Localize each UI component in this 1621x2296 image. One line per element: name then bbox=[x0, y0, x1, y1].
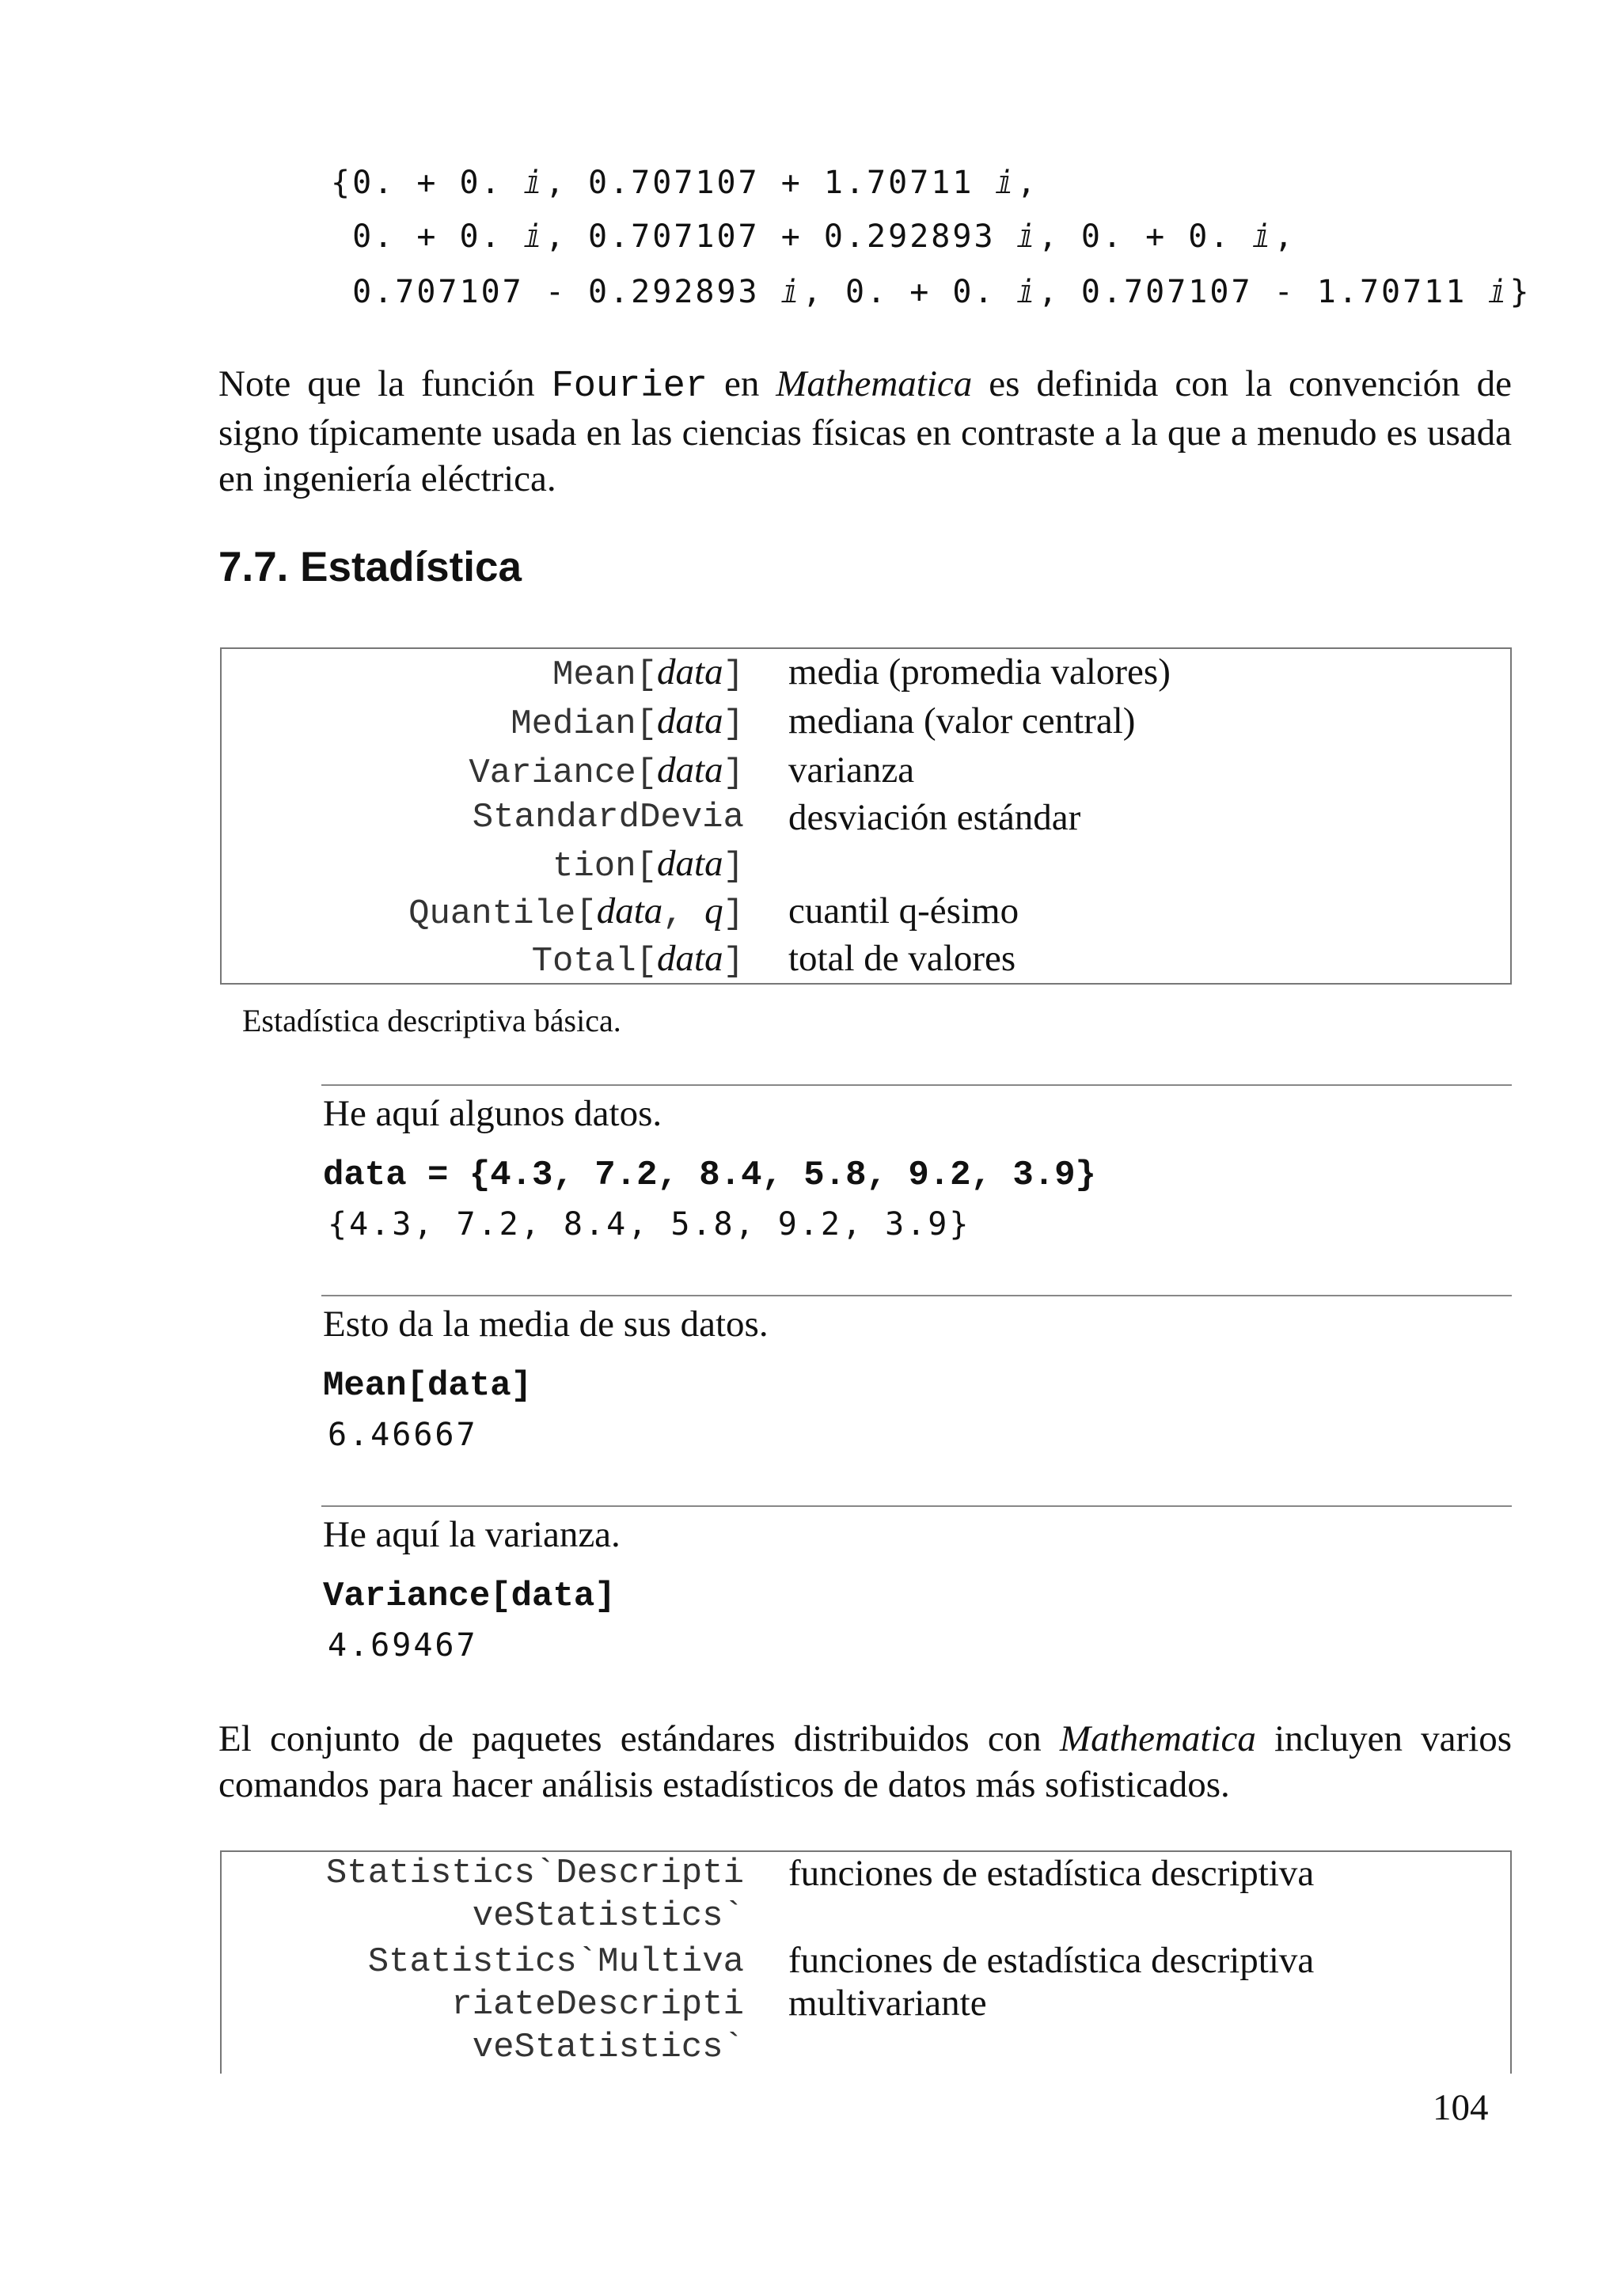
stats-row-quantile-cmd: Quantile[data, q] bbox=[408, 890, 744, 934]
stats-table-commands bbox=[237, 649, 744, 983]
fourier-code: Fourier bbox=[551, 366, 708, 408]
packages-table-descriptions bbox=[788, 1850, 1485, 2067]
stats-row-stddev-desc: desviación estándar bbox=[788, 797, 1081, 838]
stats-row-total-desc: total de valores bbox=[788, 938, 1016, 979]
package-descriptive-line1: Statistics`Descripti bbox=[325, 1854, 744, 1893]
note-paragraph: Note que la función Fourier en Mathematica es definida con la convención de signo típicamente usada en las ciencias físicas en contraste a la que a menudo es usada en ingeniería eléctrica. bbox=[218, 363, 1512, 499]
section-title: 7.7. Estadística bbox=[218, 544, 522, 590]
stats-row-variance-cmd: Variance[data] bbox=[469, 750, 744, 793]
cell-output: {4.3, 7.2, 8.4, 5.8, 9.2, 3.9} bbox=[328, 1206, 971, 1243]
cell-divider bbox=[321, 1505, 1512, 1507]
cell-text: He aquí la varianza. bbox=[323, 1514, 621, 1555]
cell-input[interactable]: Mean[data] bbox=[323, 1366, 533, 1406]
stats-row-median-cmd: Median[data] bbox=[511, 700, 744, 744]
fourier-output-line-2: 0. + 0. ⅈ, 0.707107 + 0.292893 ⅈ, 0. + 0. ⅈ, bbox=[331, 218, 1296, 255]
stats-row-mean-desc: media (promedia valores) bbox=[788, 651, 1171, 693]
stats-table-caption: Estadística descriptiva básica. bbox=[242, 1003, 621, 1038]
cell-text: He aquí algunos datos. bbox=[323, 1093, 662, 1134]
fourier-output-line-3: 0.707107 - 0.292893 ⅈ, 0. + 0. ⅈ, 0.707107 - 1.70711 ⅈ} bbox=[331, 274, 1532, 310]
packages-table-commands bbox=[237, 1850, 744, 2067]
stats-row-median-desc: mediana (valor central) bbox=[788, 700, 1136, 742]
stats-table-descriptions bbox=[788, 649, 1485, 983]
stats-row-variance-desc: varianza bbox=[788, 750, 915, 791]
package-multivariate-line3: veStatistics` bbox=[472, 2028, 744, 2067]
package-descriptive-line2: veStatistics` bbox=[472, 1896, 744, 1936]
cell-text: Esto da la media de sus datos. bbox=[323, 1304, 769, 1345]
cell-output: 4.69467 bbox=[328, 1627, 478, 1664]
package-multivariate-line1: Statistics`Multiva bbox=[367, 1942, 744, 1982]
stats-row-stddev-cmd-line2: tion[data] bbox=[552, 843, 744, 886]
stats-row-total-cmd: Total[data] bbox=[531, 938, 744, 981]
fourier-output-line-1: {0. + 0. ⅈ, 0.707107 + 1.70711 ⅈ, bbox=[331, 165, 1038, 201]
stats-row-mean-cmd: Mean[data] bbox=[552, 651, 744, 695]
cell-divider bbox=[321, 1295, 1512, 1296]
cell-divider bbox=[321, 1084, 1512, 1086]
package-multivariate-desc: funciones de estadística descriptiva multivariante bbox=[788, 1940, 1315, 2024]
cell-input[interactable]: data = {4.3, 7.2, 8.4, 5.8, 9.2, 3.9} bbox=[323, 1156, 1096, 1195]
page-number: 104 bbox=[1433, 2087, 1489, 2128]
package-descriptive-desc: funciones de estadística descriptiva bbox=[788, 1853, 1315, 1894]
packages-paragraph: El conjunto de paquetes estándares distribuidos con Mathematica incluyen varios comandos para hacer análisis estadísticos de datos más sofisticados. bbox=[218, 1718, 1512, 1805]
stats-row-stddev-cmd-line1: StandardDevia bbox=[472, 798, 744, 837]
stats-row-quantile-desc: cuantil q-ésimo bbox=[788, 890, 1019, 932]
cell-input[interactable]: Variance[data] bbox=[323, 1577, 616, 1616]
package-multivariate-line2: riateDescripti bbox=[451, 1985, 744, 2025]
cell-output: 6.46667 bbox=[328, 1417, 478, 1453]
